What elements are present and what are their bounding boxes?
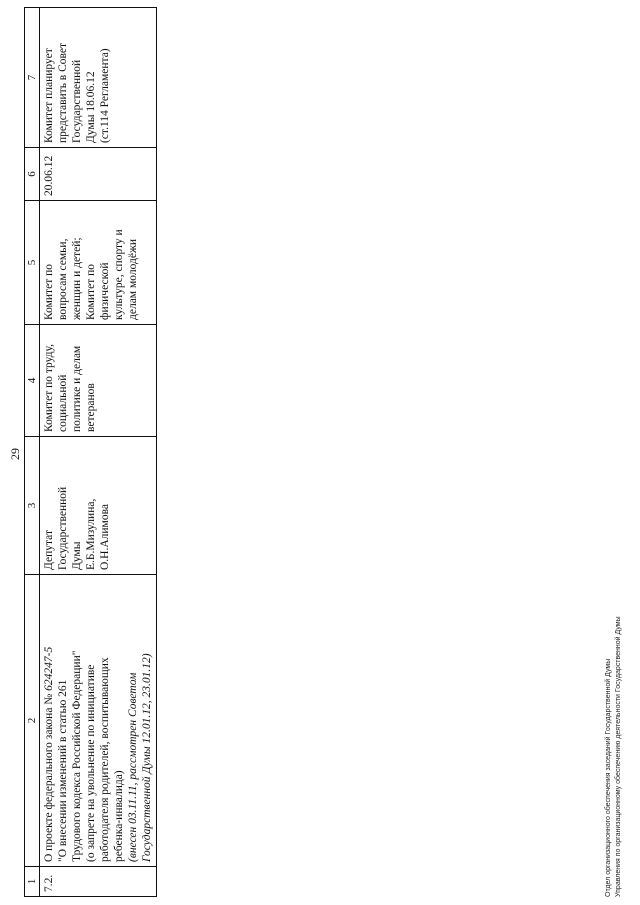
bill-title-line: О проекте федерального закона № — [43, 693, 55, 862]
plan-line: (ст.114 Регламента) — [99, 48, 111, 143]
column-header: 2 — [25, 575, 40, 867]
footer-line: Отдел организационного обеспечения заседаний Государственной Думы — [605, 658, 612, 897]
column-header: 6 — [25, 148, 40, 201]
co-committee-line: вопросам семьи, — [57, 238, 69, 320]
bill-note-line: (внесен 03.11.11, рассмотрен Советом — [127, 672, 139, 862]
co-committee-line: Комитет по — [43, 264, 55, 320]
column-header: 4 — [25, 325, 40, 437]
bill-title-line: (о запрете на увольнение по инициативе — [85, 664, 97, 862]
bill-number: 624247-5 — [43, 646, 55, 691]
co-committee-line: культуре, спорту и — [113, 229, 125, 320]
column-header: 3 — [25, 437, 40, 575]
initiator-line: О.Н.Алимова — [99, 504, 111, 570]
co-committee-line: физической — [99, 262, 111, 320]
bill-description — [40, 575, 157, 867]
plan-line: Комитет планирует — [43, 48, 55, 143]
bill-title-line: "О внесении изменений в статью 261 — [57, 679, 69, 862]
plan-line: Думы 18.06.12 — [85, 71, 97, 143]
table-bottom-border — [156, 8, 157, 897]
initiator-line: Депутат — [43, 530, 55, 570]
committee-line: Комитет по труду, — [43, 344, 55, 432]
page-number: 29 — [8, 448, 22, 460]
column-header: 1 — [25, 867, 40, 897]
row-number: 7.2. — [40, 867, 157, 897]
initiator-cell — [40, 437, 157, 575]
committee-line: социальной — [57, 374, 69, 432]
date-cell: 20.06.12 — [40, 148, 157, 201]
bill-title-line: ребенка-инвалида) — [113, 770, 125, 862]
footer-line: Управления по организационному обеспечению деятельности Государственной Думы — [615, 616, 622, 897]
plan-cell — [40, 8, 157, 148]
table-row — [40, 8, 157, 897]
bill-note-line: Государственной Думы 12.01.12, 23.01.12) — [141, 653, 153, 862]
plan-line: представить в Совет — [57, 42, 69, 143]
co-committee-line: Комитет по — [85, 264, 97, 320]
footer — [604, 616, 624, 897]
column-number-row — [25, 8, 40, 897]
column-header: 5 — [25, 201, 40, 325]
committee-cell — [40, 325, 157, 437]
committee-line: политике и делам — [71, 345, 83, 432]
co-committee-line: делам молодёжи — [127, 238, 139, 320]
initiator-line: Государственной — [57, 486, 69, 570]
initiator-line: Думы — [71, 541, 83, 570]
bill-title-line: Трудового кодекса Российской Федерации" — [71, 650, 83, 862]
committee-line: ветеранов — [85, 383, 97, 432]
co-committee-line: женщин и детей; — [71, 237, 83, 320]
initiator-line: Е.Б.Мизулина, — [85, 498, 97, 570]
bills-table — [24, 7, 157, 897]
co-committees-cell — [40, 201, 157, 325]
plan-line: Государственной — [71, 59, 83, 143]
column-header: 7 — [25, 8, 40, 148]
bill-title-line: работодателя родителей, воспитывающих — [99, 657, 111, 862]
